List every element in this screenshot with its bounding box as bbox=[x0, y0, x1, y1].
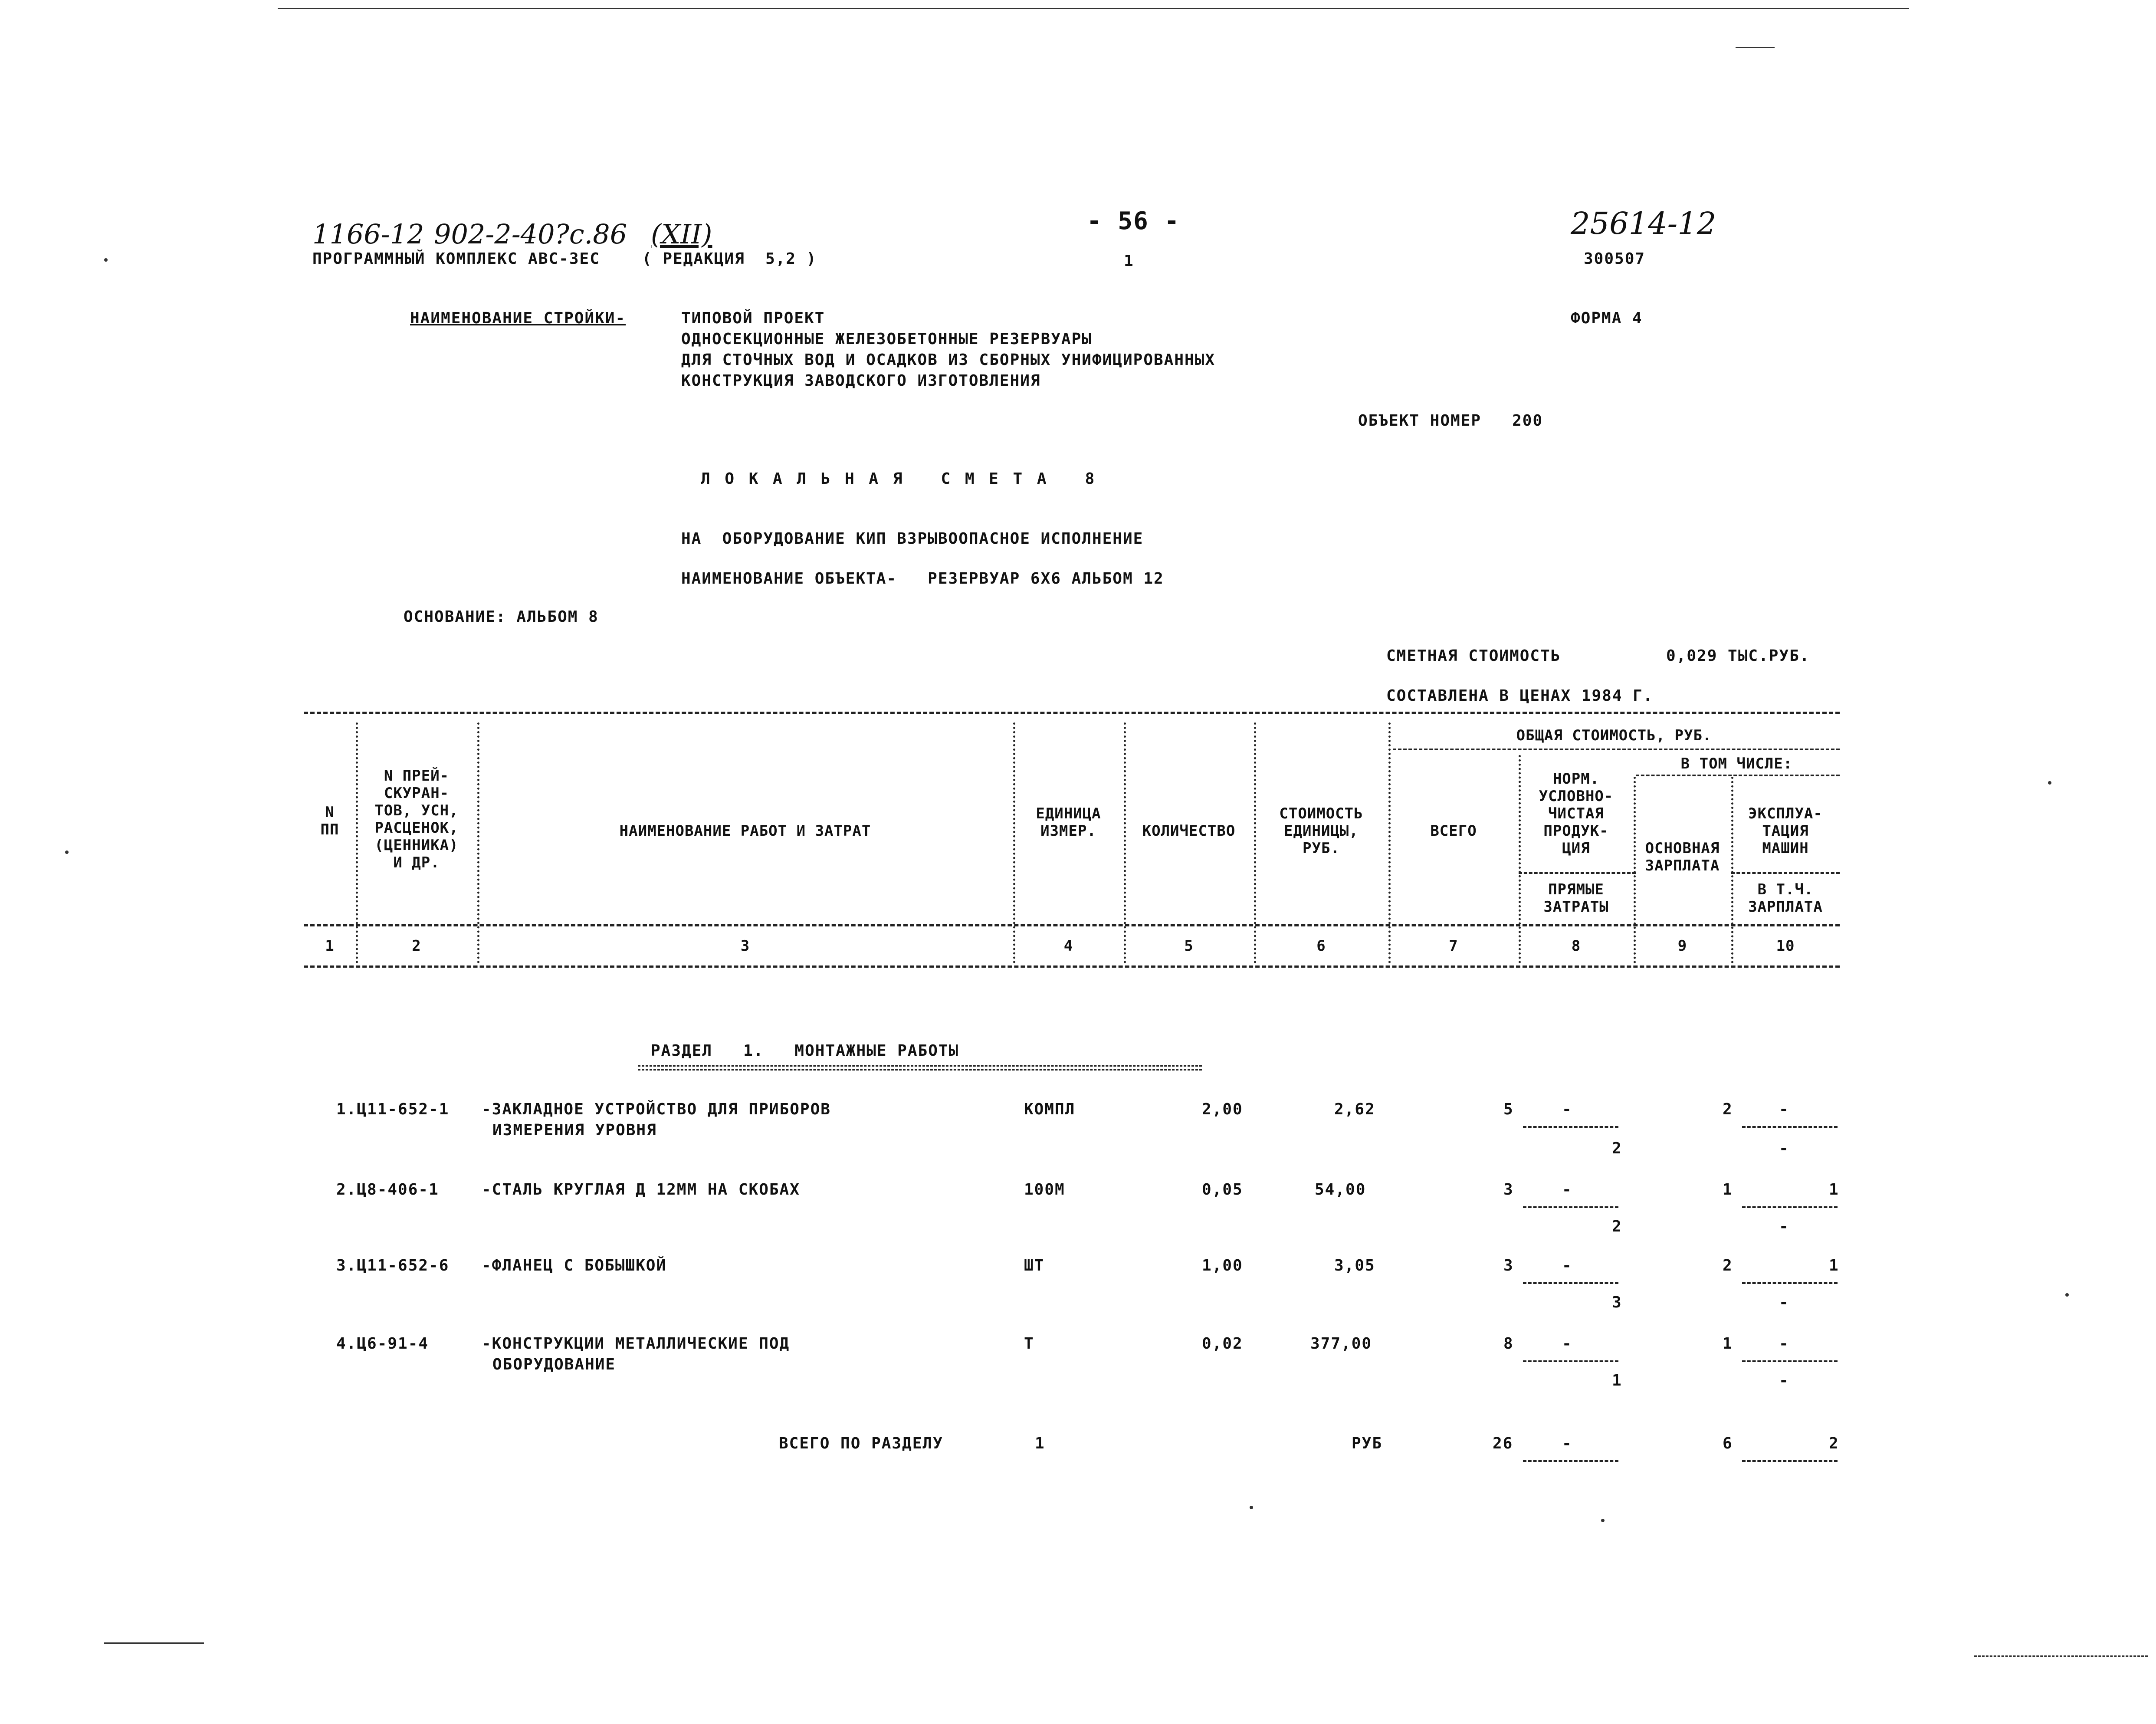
row-code: 4.Ц6-91-4 bbox=[336, 1335, 429, 1353]
col-head-number: N ПП bbox=[320, 804, 339, 838]
row-unit-cost: 54,00 bbox=[1315, 1181, 1366, 1199]
price-level: СОСТАВЛЕНА В ЦЕНАХ 1984 Г. bbox=[1386, 687, 1654, 705]
table-numbers-bottom-rule bbox=[304, 965, 1840, 968]
section-title: РАЗДЕЛ 1. МОНТАЖНЫЕ РАБОТЫ bbox=[651, 1042, 959, 1060]
row-code: 2.Ц8-406-1 bbox=[336, 1181, 439, 1199]
row-unit: 100М bbox=[1024, 1181, 1065, 1199]
row-machines-rule bbox=[1742, 1360, 1838, 1362]
row-machine-wage: - bbox=[1779, 1218, 1789, 1235]
row-machines: - bbox=[1779, 1100, 1789, 1118]
col-head-unit-cost: СТОИМОСТЬ ЕДИНИЦЫ, РУБ. bbox=[1279, 805, 1363, 857]
col8-split bbox=[1519, 872, 1636, 874]
row-unit: КОМПЛ bbox=[1024, 1100, 1076, 1118]
row-direct: 2 bbox=[1612, 1139, 1622, 1157]
col-number-8: 8 bbox=[1571, 937, 1581, 955]
scan-edge-mark bbox=[104, 1642, 204, 1644]
scan-edge-mark bbox=[1974, 1655, 2148, 1657]
sheet-number: 1 bbox=[1124, 252, 1134, 270]
row-norm: - bbox=[1562, 1257, 1572, 1274]
object-number: ОБЪЕКТ НОМЕР 200 bbox=[1358, 412, 1543, 430]
section-total-label: ВСЕГО ПО РАЗДЕЛУ bbox=[779, 1435, 943, 1452]
row-unit-cost: 377,00 bbox=[1310, 1335, 1372, 1353]
handwritten-album: (XII) bbox=[651, 218, 712, 250]
row-name-cont: ИЗМЕРЕНИЯ УРОВНЯ bbox=[492, 1121, 657, 1139]
col-head-subgroup: В ТОМ ЧИСЛЕ: bbox=[1680, 755, 1793, 772]
construction-label: НАИМЕНОВАНИЕ СТРОЙКИ- bbox=[410, 309, 626, 327]
cost-value: 0,029 ТЫС.РУБ. bbox=[1666, 647, 1810, 665]
col-sep-2 bbox=[477, 722, 482, 963]
basis-label: ОСНОВАНИЕ: АЛЬБОМ 8 bbox=[404, 608, 599, 626]
row-machines: 1 bbox=[1829, 1257, 1839, 1274]
row-machines: - bbox=[1779, 1335, 1789, 1353]
row-total: 3 bbox=[1503, 1257, 1514, 1274]
row-norm-rule bbox=[1523, 1206, 1618, 1208]
construction-line-3: ДЛЯ СТОЧНЫХ ВОД И ОСАДКОВ ИЗ СБОРНЫХ УНИФИЦИРОВАННЫХ bbox=[681, 351, 1216, 369]
row-direct: 1 bbox=[1612, 1372, 1622, 1389]
estimate-subtitle: НА ОБОРУДОВАНИЕ КИП ВЗРЫВООПАСНОЕ ИСПОЛНЕНИЕ bbox=[681, 530, 1144, 548]
col-head-name: НАИМЕНОВАНИЕ РАБОТ И ЗАТРАТ bbox=[619, 822, 871, 840]
row-name: -СТАЛЬ КРУГЛАЯ Д 12ММ НА СКОБАХ bbox=[482, 1181, 800, 1199]
row-machines-rule bbox=[1742, 1126, 1838, 1128]
row-name: -ФЛАНЕЦ С БОБЫШКОЙ bbox=[482, 1257, 667, 1274]
row-quantity: 0,05 bbox=[1202, 1181, 1243, 1199]
row-machines: 1 bbox=[1829, 1181, 1839, 1199]
row-machines-rule bbox=[1742, 1206, 1838, 1208]
scan-speck bbox=[104, 258, 108, 262]
edition-label: ( РЕДАКЦИЯ 5,2 ) bbox=[642, 250, 817, 268]
construction-line-1: ТИПОВОЙ ПРОЕКТ bbox=[681, 309, 825, 327]
row-quantity: 0,02 bbox=[1202, 1335, 1243, 1353]
row-direct: 3 bbox=[1612, 1294, 1622, 1311]
row-norm-rule bbox=[1523, 1360, 1618, 1362]
col-number-1: 1 bbox=[325, 937, 335, 955]
row-norm: - bbox=[1562, 1100, 1572, 1118]
subgroup-underline bbox=[1636, 775, 1840, 776]
top-scan-rule bbox=[278, 8, 1909, 9]
table-header-bottom-rule bbox=[304, 924, 1840, 926]
row-total: 3 bbox=[1503, 1181, 1514, 1199]
col-number-2: 2 bbox=[412, 937, 421, 955]
scan-speck bbox=[1601, 1519, 1605, 1522]
col10-split bbox=[1731, 872, 1840, 874]
row-name: -КОНСТРУКЦИИ МЕТАЛЛИЧЕСКИЕ ПОД bbox=[482, 1335, 790, 1353]
row-name-cont: ОБОРУДОВАНИЕ bbox=[492, 1356, 616, 1373]
row-base-wage: 2 bbox=[1723, 1100, 1733, 1118]
row-quantity: 2,00 bbox=[1202, 1100, 1243, 1118]
row-machine-wage: - bbox=[1779, 1372, 1789, 1389]
row-norm: - bbox=[1562, 1335, 1572, 1353]
row-norm: - bbox=[1562, 1181, 1572, 1199]
col-head-group: ОБЩАЯ СТОИМОСТЬ, РУБ. bbox=[1516, 727, 1712, 744]
scan-speck bbox=[65, 851, 69, 854]
handwritten-right-code: 25614-12 bbox=[1571, 206, 1716, 241]
col-head-norm: НОРМ. УСЛОВНО- ЧИСТАЯ ПРОДУК- ЦИЯ bbox=[1539, 770, 1614, 857]
row-base-wage: 2 bbox=[1723, 1257, 1733, 1274]
scan-edge-mark bbox=[1736, 47, 1775, 48]
section-total-unit: РУБ bbox=[1352, 1435, 1383, 1452]
col-number-6: 6 bbox=[1316, 937, 1326, 955]
row-total: 5 bbox=[1503, 1100, 1514, 1118]
row-machine-wage: - bbox=[1779, 1139, 1789, 1157]
col-head-base-wage: ОСНОВНАЯ ЗАРПЛАТА bbox=[1645, 840, 1720, 874]
col-sep-6 bbox=[1388, 722, 1393, 963]
section-total-number: 1 bbox=[1035, 1435, 1045, 1452]
row-norm-rule bbox=[1523, 1282, 1618, 1284]
col-head-total: ВСЕГО bbox=[1430, 822, 1477, 840]
col-number-7: 7 bbox=[1449, 937, 1458, 955]
section-total-machines: 2 bbox=[1829, 1435, 1839, 1452]
row-direct: 2 bbox=[1612, 1218, 1622, 1235]
table-top-rule bbox=[304, 712, 1840, 714]
document-code: 300507 bbox=[1584, 250, 1646, 268]
row-name: -ЗАКЛАДНОЕ УСТРОЙСТВО ДЛЯ ПРИБОРОВ bbox=[482, 1100, 831, 1118]
section-total-base: 6 bbox=[1723, 1435, 1733, 1452]
estimate-title: Л О К А Л Ь Н А Я С М Е Т А 8 bbox=[701, 470, 1097, 488]
form-number: ФОРМА 4 bbox=[1571, 309, 1643, 327]
col-head-unit: ЕДИНИЦА ИЗМЕР. bbox=[1036, 805, 1101, 840]
page-number: - 56 - bbox=[1087, 207, 1180, 235]
row-base-wage: 1 bbox=[1723, 1335, 1733, 1353]
construction-line-2: ОДНОСЕКЦИОННЫЕ ЖЕЛЕЗОБЕТОННЫЕ РЕЗЕРВУАРЫ bbox=[681, 330, 1092, 348]
col-head-machine-wage: В Т.Ч. ЗАРПЛАТА bbox=[1748, 881, 1823, 916]
object-name: НАИМЕНОВАНИЕ ОБЪЕКТА- РЕЗЕРВУАР 6Х6 АЛЬБОМ 12 bbox=[681, 570, 1164, 588]
col-head-quantity: КОЛИЧЕСТВО bbox=[1142, 822, 1236, 840]
row-unit-cost: 3,05 bbox=[1334, 1257, 1375, 1274]
col-number-9: 9 bbox=[1677, 937, 1687, 955]
row-unit: Т bbox=[1024, 1335, 1034, 1353]
cost-label: СМЕТНАЯ СТОИМОСТЬ bbox=[1386, 647, 1561, 665]
row-unit: ШТ bbox=[1024, 1257, 1045, 1274]
section-total-machines-rule bbox=[1742, 1460, 1838, 1462]
section-underline bbox=[638, 1065, 1202, 1071]
construction-line-4: КОНСТРУКЦИЯ ЗАВОДСКОГО ИЗГОТОВЛЕНИЯ bbox=[681, 372, 1041, 390]
section-total-all: 26 bbox=[1493, 1435, 1513, 1452]
program-name: ПРОГРАММНЫЙ КОМПЛЕКС АВС-ЗЕС bbox=[312, 250, 600, 268]
handwritten-left-code: 1166-12 bbox=[312, 218, 424, 250]
row-code: 3.Ц11-652-6 bbox=[336, 1257, 450, 1274]
col-number-5: 5 bbox=[1184, 937, 1194, 955]
col-sep-4 bbox=[1124, 722, 1129, 963]
col-sep-3 bbox=[1013, 722, 1018, 963]
row-code: 1.Ц11-652-1 bbox=[336, 1100, 450, 1118]
col-head-code: N ПРЕЙ- СКУРАН- ТОВ, УСН, РАСЦЕНОК, (ЦЕННИКА) И ДР. bbox=[374, 767, 459, 871]
row-machines-rule bbox=[1742, 1282, 1838, 1284]
scan-speck bbox=[1250, 1506, 1253, 1509]
col-number-10: 10 bbox=[1776, 937, 1795, 955]
handwritten-project-number: 902-2-40?c.86 bbox=[434, 218, 627, 250]
section-total-norm: - bbox=[1562, 1435, 1572, 1452]
col-number-3: 3 bbox=[740, 937, 750, 955]
scan-speck bbox=[2065, 1293, 2069, 1297]
row-quantity: 1,00 bbox=[1202, 1257, 1243, 1274]
scan-speck bbox=[2048, 781, 2051, 785]
row-total: 8 bbox=[1503, 1335, 1514, 1353]
group-underline bbox=[1393, 749, 1840, 750]
col-head-direct: ПРЯМЫЕ ЗАТРАТЫ bbox=[1543, 881, 1609, 916]
row-unit-cost: 2,62 bbox=[1334, 1100, 1375, 1118]
row-norm-rule bbox=[1523, 1126, 1618, 1128]
col-head-machines: ЭКСПЛУА- ТАЦИЯ МАШИН bbox=[1748, 805, 1823, 857]
row-machine-wage: - bbox=[1779, 1294, 1789, 1311]
section-total-norm-rule bbox=[1523, 1460, 1618, 1462]
col-number-4: 4 bbox=[1063, 937, 1073, 955]
row-base-wage: 1 bbox=[1723, 1181, 1733, 1199]
